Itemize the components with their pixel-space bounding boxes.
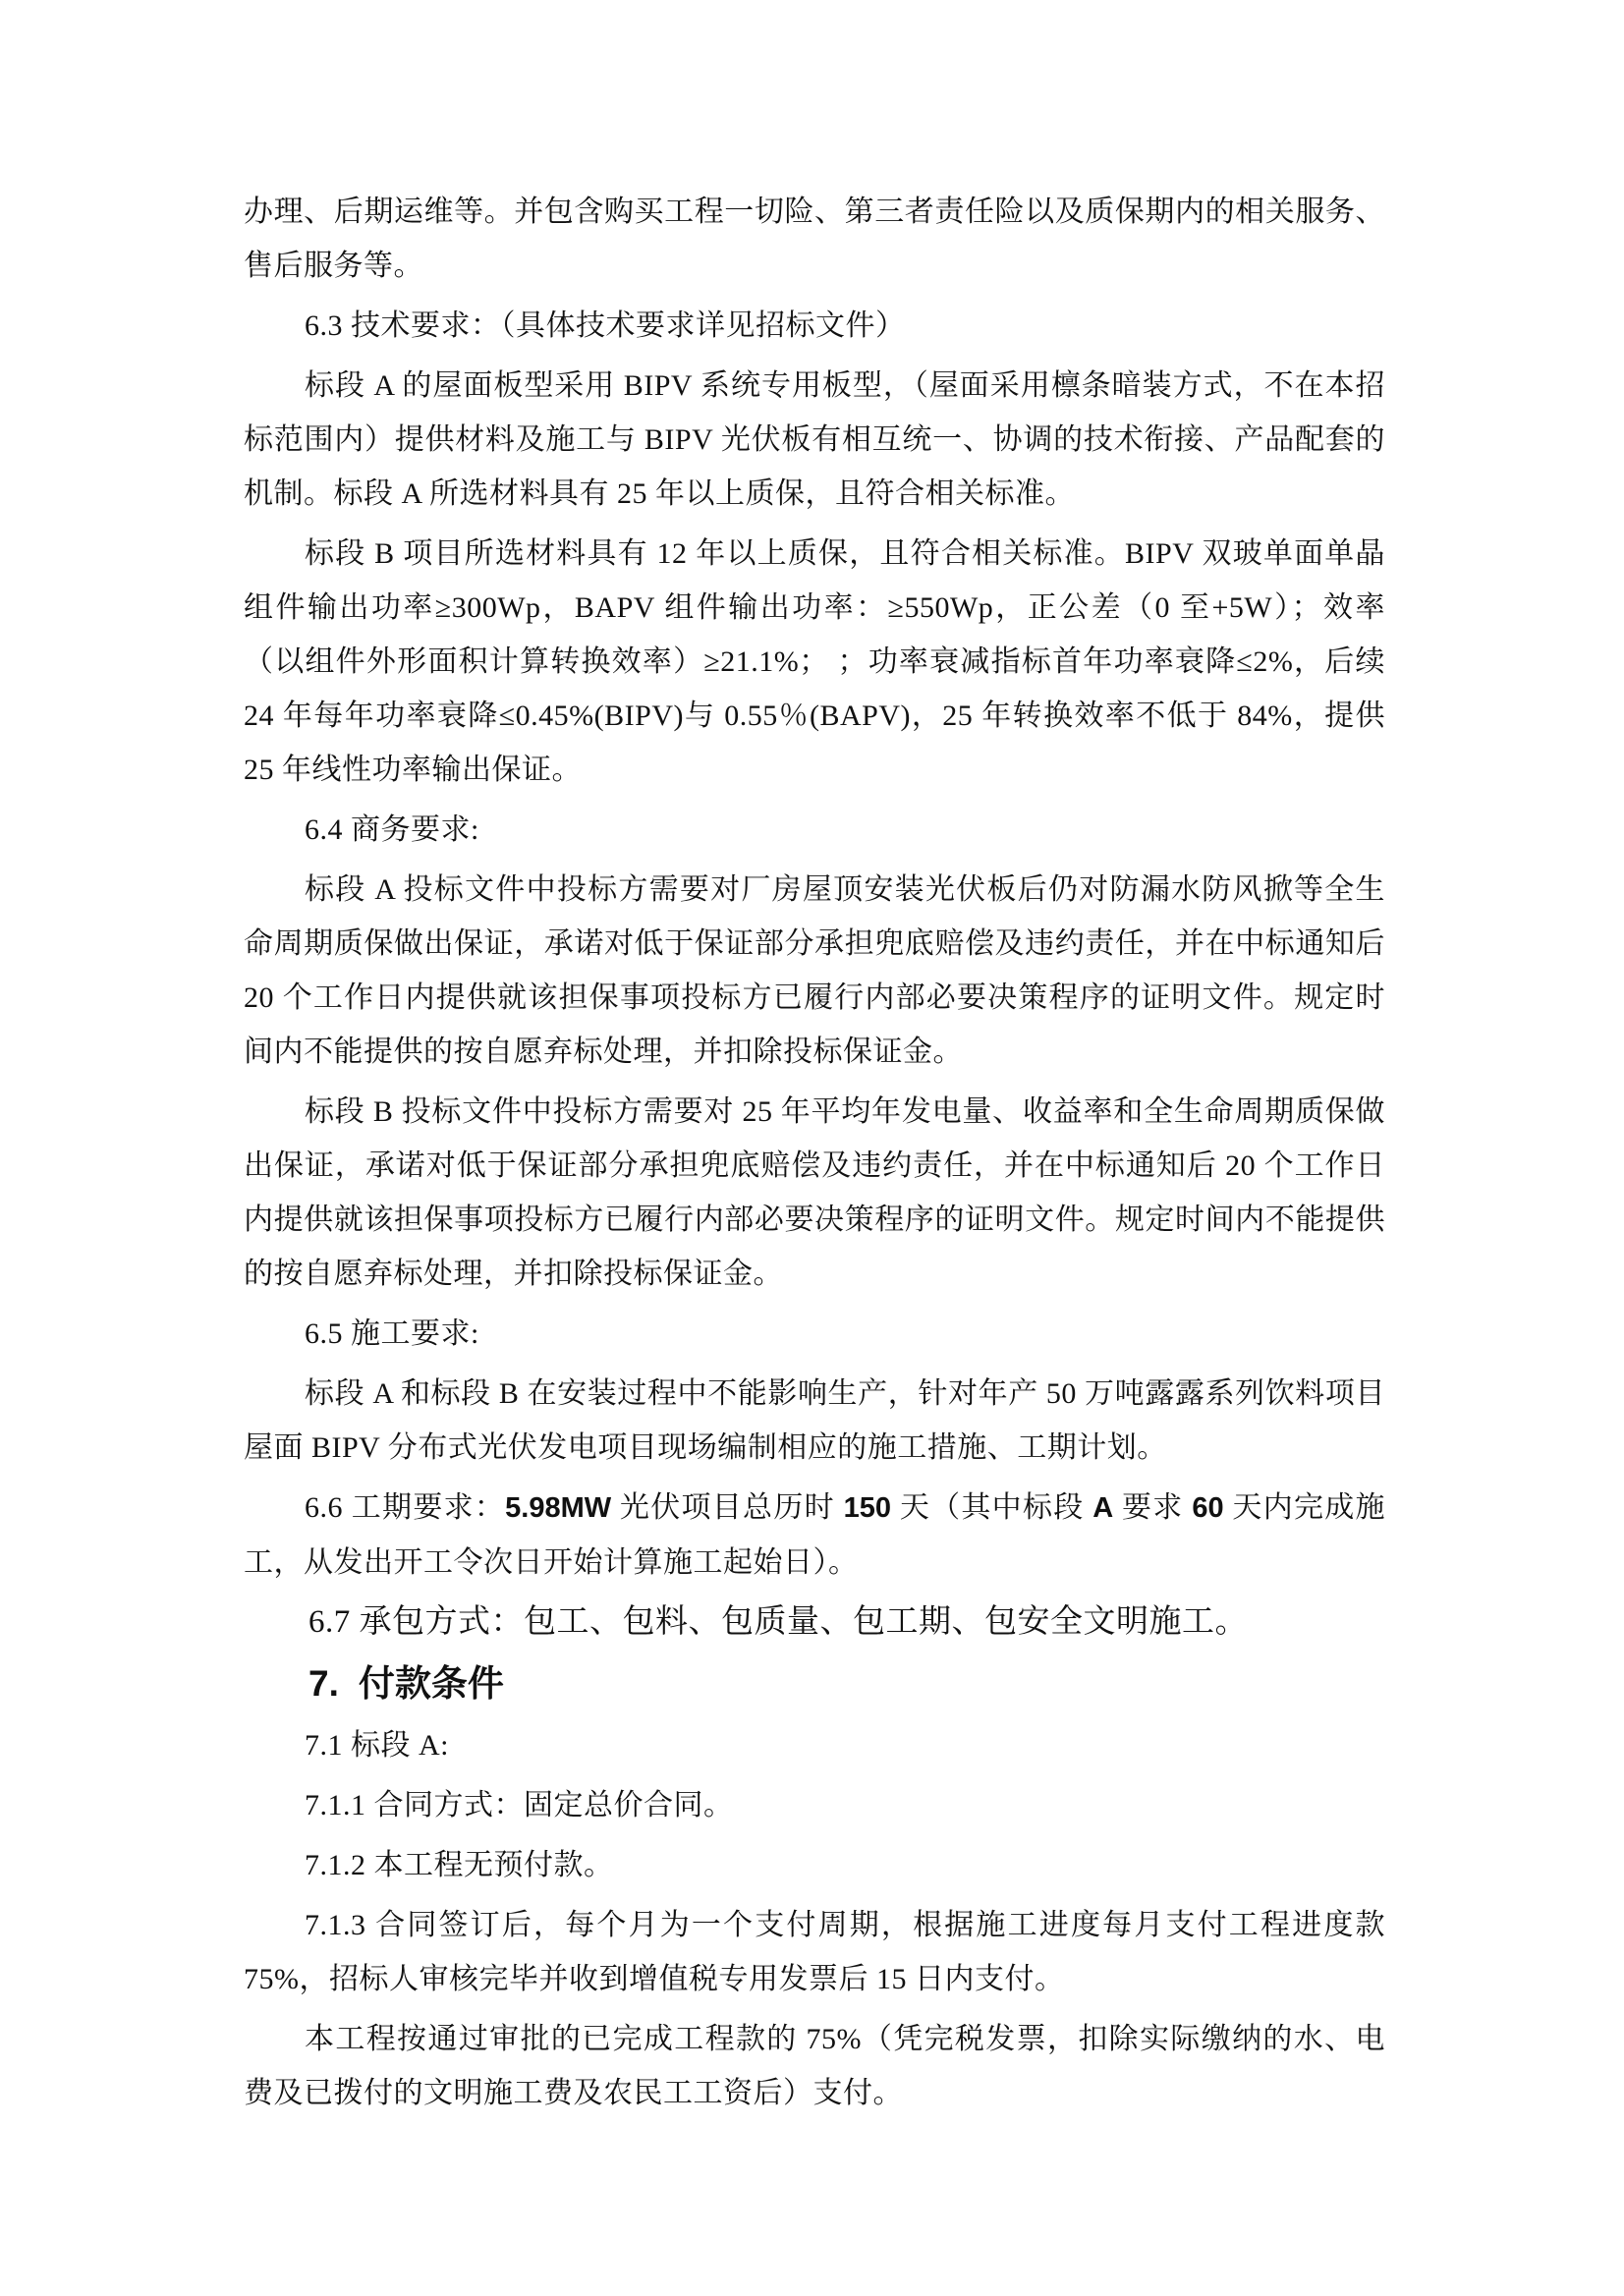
- schedule-text-mid2: 天（其中标段: [891, 1491, 1093, 1524]
- paragraph-construction-plan: 标段 A 和标段 B 在安装过程中不能影响生产，针对年产 50 万吨露露系列饮料项目屋面 BIPV 分布式光伏发电项目现场编制相应的施工措施、工期计划。: [244, 1377, 1385, 1464]
- paragraph-section-a-bid-guarantee: 标段 A 投标文件中投标方需要对厂房屋顶安装光伏板后仍对防漏水防风掀等全生命周期质保做出保证，承诺对低于保证部分承担兜底赔偿及违约责任，并在中标通知后 20 个工作日内提供就该担保事项投标方已履行内部必要决策程序的证明文件。规定时间内不能提供的按自愿弃标处理，并扣除投标保证金。: [244, 873, 1385, 1068]
- heading-number: 7.: [308, 1663, 339, 1704]
- paragraph-final-payment-terms: 本工程按通过审批的已完成工程款的 75%（凭完税发票，扣除实际缴纳的水、电费及已拨付的文明施工费及农民工工资后）支付。: [244, 2023, 1385, 2109]
- paragraph-6-5-construction-requirements: 6.5 施工要求:: [305, 1317, 479, 1350]
- section-a-label: A: [1092, 1492, 1114, 1524]
- section-a-duration-days: 60: [1192, 1492, 1224, 1524]
- paragraph-section-a-roof-panel-spec: 标段 A 的屋面板型采用 BIPV 系统专用板型，（屋面采用檩条暗装方式，不在本招标范围内）提供材料及施工与 BIPV 光伏板有相互统一、协调的技术衔接、产品配套的机制。标段 A 所选材料具有 25 年以上质保，且符合相关标准。: [244, 369, 1385, 510]
- paragraph-service-scope-continuation: 办理、后期运维等。并包含购买工程一切险、第三者责任险以及质保期内的相关服务、售后服务等。: [244, 196, 1385, 282]
- heading-title: 付款条件: [358, 1663, 504, 1704]
- paragraph-6-3-technical-requirements: 6.3 技术要求：（具体技术要求详见招标文件）: [305, 309, 906, 342]
- paragraph-7-1-section-a: 7.1 标段 A:: [305, 1729, 449, 1762]
- schedule-text-suffix: 天内完成施工，从发出开工令次日开始计算施工起始日）。: [244, 1491, 1386, 1579]
- schedule-text-mid3: 要求: [1113, 1491, 1193, 1524]
- document-body: [244, 185, 1385, 2120]
- total-duration-days: 150: [843, 1492, 892, 1524]
- paragraph-7-1-3-payment-cycle: 7.1.3 合同签订后，每个月为一个支付周期，根据施工进度每月支付工程进度款 75%，招标人审核完毕并收到增值税专用发票后 15 日内支付。: [244, 1909, 1385, 1995]
- schedule-text-mid1: 光伏项目总历时: [611, 1491, 844, 1524]
- paragraph-7-1-1-contract-type: 7.1.1 合同方式：固定总价合同。: [305, 1789, 734, 1821]
- project-capacity-value: 5.98MW: [505, 1492, 612, 1524]
- paragraph-6-6-schedule-requirements: [244, 1481, 1385, 1590]
- paragraph-section-b-material-spec: 标段 B 项目所选材料具有 12 年以上质保，且符合相关标准。BIPV 双玻单面单晶组件输出功率≥300Wp，BAPV 组件输出功率：≥550Wp，正公差（0 至+5W）；效率（以组件外形面积计算转换效率）≥21.1%； ；功率衰减指标首年功率衰降≤2%，后续 24 年每年功率衰降≤0.45%(BIPV)与 0.55％(BAPV)，25 年转换效率不低于 84%，提供 25 年线性功率输出保证。: [244, 537, 1385, 786]
- paragraph-6-4-commercial-requirements: 6.4 商务要求:: [305, 813, 479, 846]
- paragraph-7-1-2-no-advance-payment: 7.1.2 本工程无预付款。: [305, 1849, 614, 1881]
- section-heading-payment-terms: [244, 1655, 1385, 1712]
- paragraph-section-b-bid-guarantee: 标段 B 投标文件中投标方需要对 25 年平均年发电量、收益率和全生命周期质保做出保证，承诺对低于保证部分承担兜底赔偿及违约责任，并在中标通知后 20 个工作日内提供就该担保事项投标方已履行内部必要决策程序的证明文件。规定时间内不能提供的按自愿弃标处理，并扣除投标保证金。: [244, 1095, 1385, 1290]
- paragraph-6-7-contracting-method: 6.7 承包方式：包工、包料、包质量、包工期、包安全文明施工。: [308, 1604, 1248, 1640]
- schedule-text-prefix: 6.6 工期要求：: [305, 1491, 506, 1524]
